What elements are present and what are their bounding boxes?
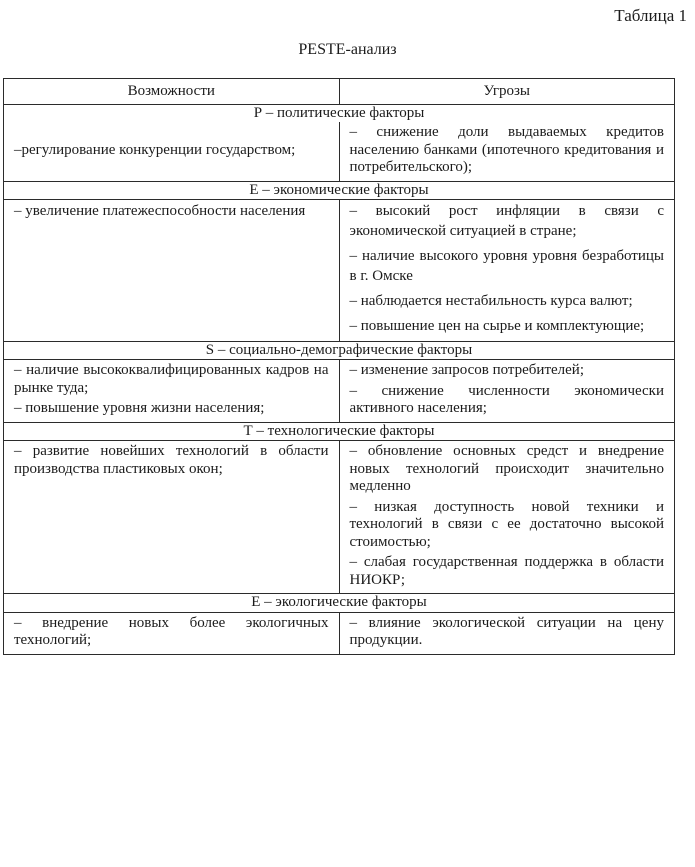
peste-table (3, 78, 675, 655)
list-item: – изменение запросов потребителей; (349, 362, 584, 379)
section-title-technological: Т – технологические факторы (4, 422, 675, 440)
section-row-ecological (4, 594, 675, 612)
cell-opportunities-political (4, 122, 340, 181)
column-header-opportunities: Возможности (4, 78, 340, 105)
cell-opportunities-economic (4, 200, 340, 342)
section-row-economic (4, 182, 675, 200)
list-item: – наблюдается нестабильность курса валют; (349, 293, 633, 310)
cell-threats-economic (339, 200, 675, 342)
cell-threats-technological (339, 441, 675, 594)
cell-opportunities-social (4, 360, 340, 423)
column-header-threats: Угрозы (339, 78, 675, 105)
cell-threats-ecological (339, 612, 675, 654)
list-item: – влияние экологической ситуации на цену продукции. (349, 614, 664, 649)
list-item: – развитие новейших технологий в области производства пластиковых окон; (14, 443, 329, 477)
content-row-political (4, 122, 675, 181)
content-row-economic (4, 200, 675, 342)
list-item: – повышение уровня жизни населения; (14, 400, 265, 417)
list-item: – увеличение платежеспособности населения (14, 203, 306, 220)
list-item: – низкая доступность новой техники и технологий в связи с ее достаточно высокой стоимостью; (349, 498, 664, 550)
cell-opportunities-technological (4, 441, 340, 594)
cell-threats-social (339, 360, 675, 423)
section-title-economic: Е – экономические факторы (4, 182, 675, 200)
list-item: –регулирование конкуренции государством; (14, 141, 296, 158)
cell-threats-political (339, 122, 675, 181)
content-row-social (4, 360, 675, 423)
section-row-social (4, 341, 675, 359)
section-row-technological (4, 422, 675, 440)
cell-opportunities-ecological (4, 612, 340, 654)
content-row-ecological (4, 612, 675, 654)
list-item: – наличие высококвалифицированных кадров на рынке туда; (14, 362, 329, 396)
list-item: – наличие высокого уровня уровня безработицы в г. Омске (349, 248, 664, 285)
section-title-political: Р – политические факторы (4, 105, 675, 123)
list-item: – внедрение новых более экологичных технологий; (14, 614, 329, 649)
list-item: – обновление основных средст и внедрение новых технологий происходит значительно медленно (349, 443, 664, 495)
table-caption-label: Таблица 1 (614, 6, 687, 25)
section-title-ecological: Е – экологические факторы (4, 594, 675, 612)
list-item: – повышение цен на сырье и комплектующие; (349, 317, 645, 334)
list-item: – высокий рост инфляции в связи с экономической ситуацией в стране; (349, 203, 664, 240)
section-row-political (4, 105, 675, 123)
content-row-technological (4, 441, 675, 594)
list-item: – снижение численности экономически активного населения; (349, 382, 664, 417)
list-item: – слабая государственная поддержка в области НИОКР; (349, 554, 664, 588)
table-header-row (4, 78, 675, 105)
list-item: – снижение доли выдаваемых кредитов населению банками (ипотечного кредитования и потребительского); (349, 124, 664, 176)
section-title-social: S – социально-демографические факторы (4, 341, 675, 359)
page-title: PESTE-анализ (298, 41, 397, 59)
